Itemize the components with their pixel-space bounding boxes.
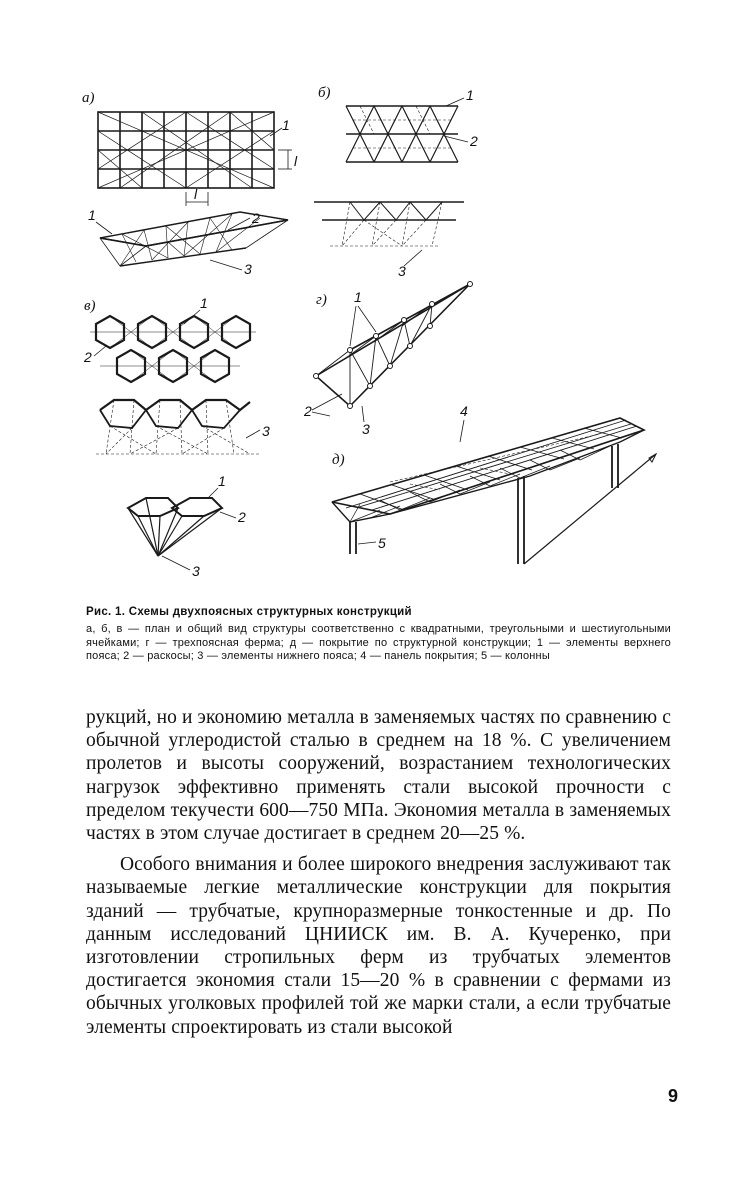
caption-text: а, б, в — план и общий вид структуры соответственно с квадратными, треугольными и шестиугольными ячейками; г — трехпоясная ферма; д — покрытие по структурной конструкции; 1 — элементы верхнего пояса; 2 — раскосы; 3 — элементы нижнего пояса; 4 — панель покрытия; 5 — колонны bbox=[86, 623, 671, 662]
callout-b-persp-3: 3 bbox=[398, 263, 406, 279]
figure-drawing bbox=[60, 70, 700, 610]
figure-caption bbox=[86, 606, 671, 664]
callout-d-4: 4 bbox=[460, 403, 468, 419]
panel-label-d: д) bbox=[332, 452, 345, 468]
panel-a-perspective bbox=[100, 212, 288, 266]
panel-label-a: а) bbox=[82, 90, 95, 106]
dimension-vertical bbox=[278, 150, 292, 169]
panel-b-plan bbox=[346, 106, 458, 162]
callout-a-1: 1 bbox=[282, 117, 290, 133]
callout-v-1: 1 bbox=[200, 295, 208, 311]
dimension-label-vertical: l bbox=[294, 153, 298, 169]
panel-g-truss bbox=[314, 282, 473, 409]
callout-v-persp-3: 3 bbox=[262, 423, 270, 439]
callout-g-1: 1 bbox=[354, 289, 362, 305]
callout-a-persp-2: 2 bbox=[252, 210, 260, 226]
callout-b-1: 1 bbox=[466, 87, 474, 103]
caption-title: Рис. 1. Схемы двухпоясных структурных конструкций bbox=[86, 606, 412, 618]
callout-g-3: 3 bbox=[362, 421, 370, 437]
panel-label-g: г) bbox=[316, 292, 327, 308]
callout-v-det-3: 3 bbox=[192, 563, 200, 579]
dimension-label-horizontal: l bbox=[194, 186, 198, 202]
panel-b-perspective bbox=[314, 202, 464, 246]
panel-label-b: б) bbox=[318, 85, 331, 101]
panel-v-perspective bbox=[96, 400, 260, 454]
callout-v-det-2: 2 bbox=[238, 509, 246, 525]
callout-a-persp-3: 3 bbox=[244, 261, 252, 277]
paragraph-2: Особого внимания и более широкого внедрения заслуживают так называемые легкие металлические конструкции для покрытия зданий — трубчатые, крупноразмерные тонкостенные и др. По данным исследований ЦНИИСК им. В. А. Кучеренко, при изготовлении стропильных ферм из трубчатых элементов достигается экономия стали 15—20 % в сравнении с фермами из обычных уголковых профилей той же марки стали, а если трубчатые элементы спроектировать из стали высокой bbox=[86, 854, 671, 1038]
callout-v-det-1: 1 bbox=[218, 473, 226, 489]
page-number: 9 bbox=[667, 1086, 678, 1106]
callout-v-2: 2 bbox=[84, 349, 92, 365]
main-text bbox=[86, 706, 671, 1039]
panel-label-v: в) bbox=[84, 298, 96, 314]
panel-v-plan bbox=[96, 316, 250, 382]
callout-a-persp-1: 1 bbox=[88, 207, 96, 223]
structural-schemes-figure bbox=[60, 70, 700, 610]
paragraph-1: рукций, но и экономию металла в заменяемых частях по сравнению с обычной углеродистой сталью в среднем на 18 %. С увеличением пролетов и высоты сооружений, возрастанием технологических нагрузок эффективно применять стали высокой прочности с пределом текучести 600—750 МПа. Экономия металла в заменяемых частях в этом случае достигает в среднем 20—25 %. bbox=[86, 707, 671, 845]
callout-b-2: 2 bbox=[470, 133, 478, 149]
panel-d-roof bbox=[332, 418, 644, 514]
callout-g-2: 2 bbox=[304, 403, 312, 419]
callout-d-5: 5 bbox=[378, 535, 386, 551]
panel-v-detail bbox=[128, 498, 222, 556]
